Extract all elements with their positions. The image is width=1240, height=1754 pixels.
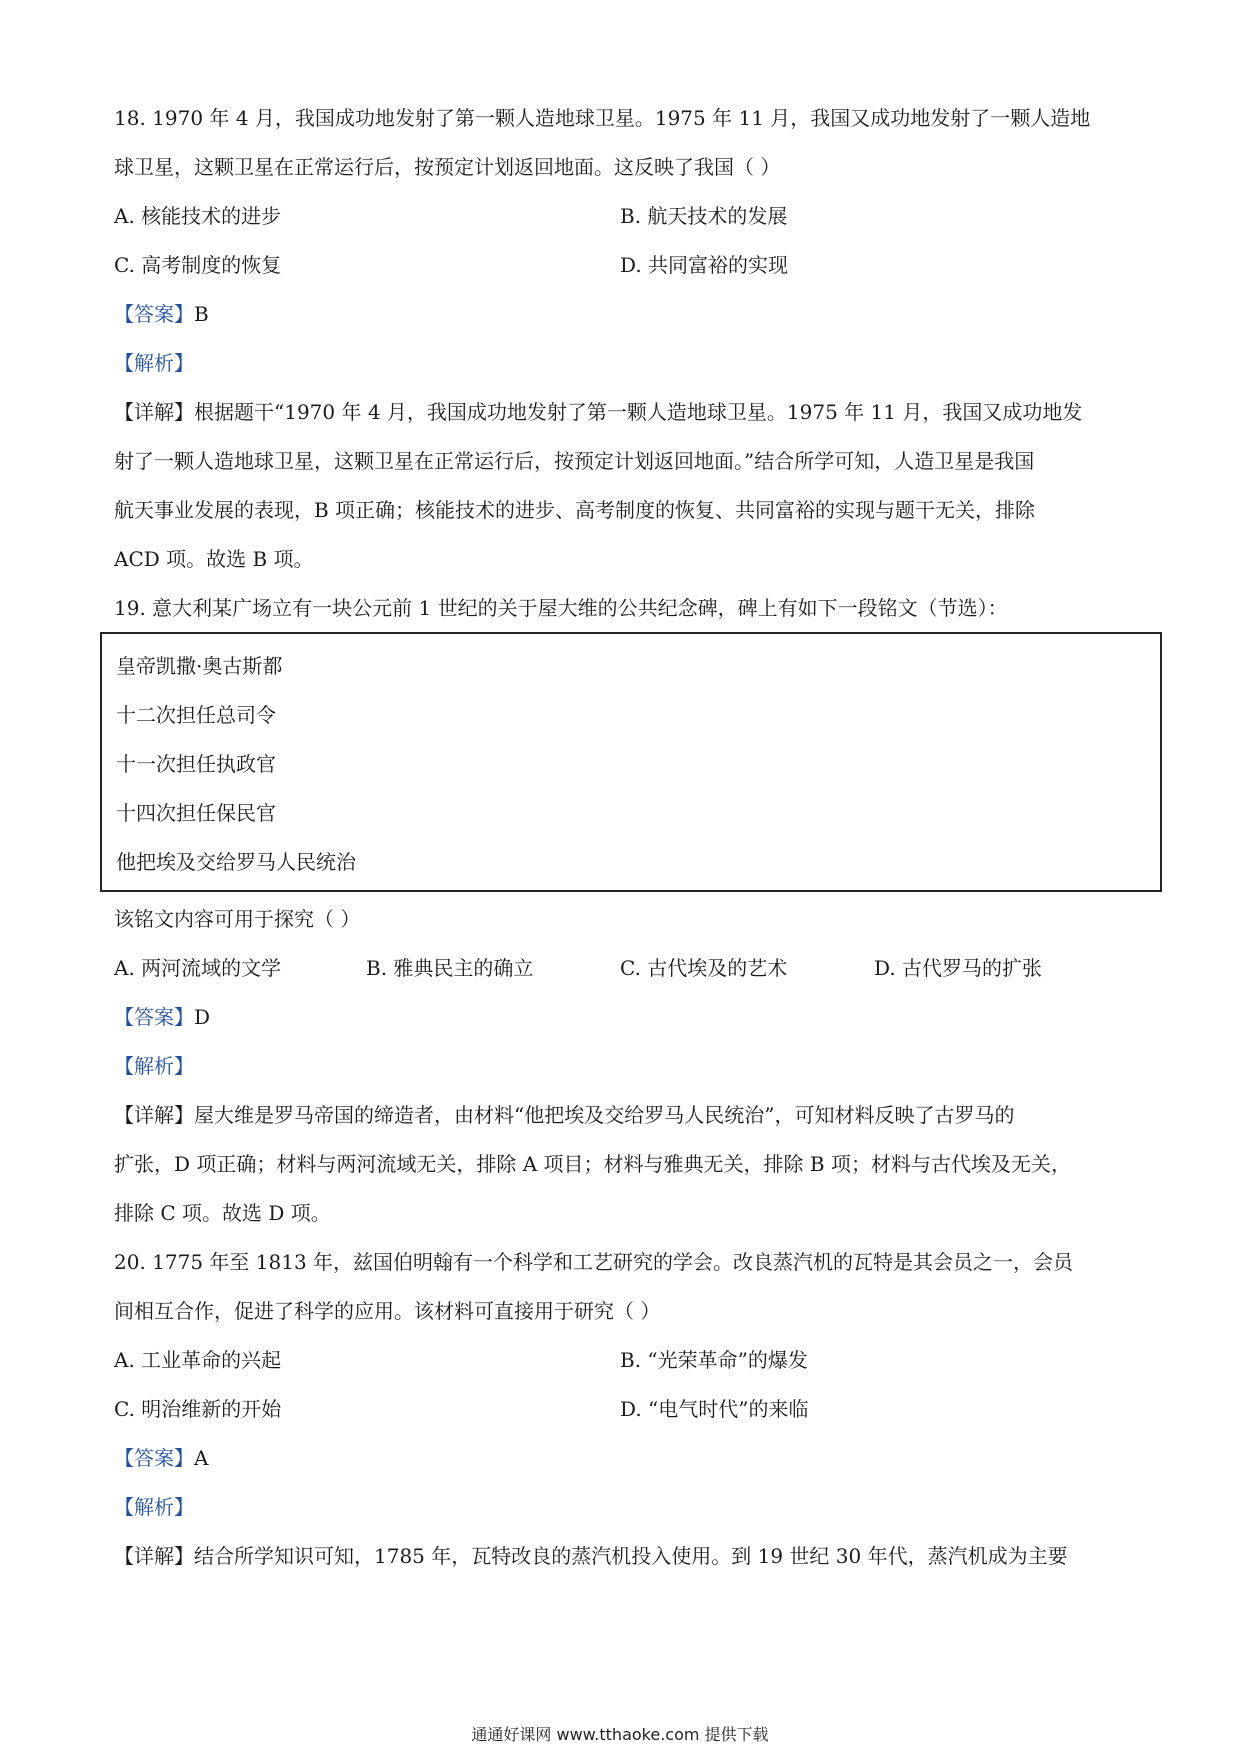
analysis-tag: 【解析】 — [114, 1054, 194, 1078]
q20-answer — [114, 1444, 208, 1472]
inscription-line: 他把埃及交给罗马人民统治 — [116, 850, 356, 874]
q20-option-a: A. 工业革命的兴起 — [114, 1348, 282, 1372]
answer-tag: 【答案】 — [114, 1005, 194, 1029]
q19-answer — [114, 1003, 210, 1031]
q18-detail-line2: 射了一颗人造地球卫星，这颗卫星在正常运行后，按预定计划返回地面。”结合所学可知，人造卫星是我国 — [114, 449, 1035, 473]
analysis-tag: 【解析】 — [114, 351, 194, 375]
q18-stem-line1: 18. 1970 年 4 月，我国成功地发射了第一颗人造地球卫星。1975 年 11 月，我国又成功地发射了一颗人造地 — [114, 106, 1091, 130]
q20-option-b: B. “光荣革命”的爆发 — [620, 1348, 808, 1372]
q18-answer — [114, 300, 209, 328]
answer-tag: 【答案】 — [114, 1446, 194, 1470]
q19-detail-line1 — [114, 1101, 1014, 1129]
q20-stem-line1: 20. 1775 年至 1813 年，兹国伯明翰有一个科学和工艺研究的学会。改良蒸汽机的瓦特是其会员之一，会员 — [114, 1250, 1074, 1274]
q20-stem-line2: 间相互合作，促进了科学的应用。该材料可直接用于研究（ ） — [114, 1299, 661, 1323]
inscription-line: 十四次担任保民官 — [116, 801, 276, 825]
answer-value: B — [194, 302, 209, 326]
detail-text: 屋大维是罗马帝国的缔造者，由材料“他把埃及交给罗马人民统治”，可知材料反映了古罗马的 — [194, 1103, 1015, 1127]
q18-analysis — [114, 349, 194, 377]
q18-detail-line4: ACD 项。故选 B 项。 — [114, 547, 314, 571]
detail-text: 根据题干“1970 年 4 月，我国成功地发射了第一颗人造地球卫星。1975 年 11 月，我国又成功地发 — [194, 400, 1083, 424]
detail-tag: 【详解】 — [114, 1544, 194, 1568]
q18-stem-line2: 球卫星，这颗卫星在正常运行后，按预定计划返回地面。这反映了我国（ ） — [114, 155, 781, 179]
inscription-line: 十二次担任总司令 — [116, 703, 276, 727]
q19-detail-line2: 扩张，D 项正确；材料与两河流域无关，排除 A 项目；材料与雅典无关，排除 B 项；材料与古代埃及无关， — [114, 1152, 1071, 1176]
q18-detail-line1 — [114, 398, 1082, 426]
inscription-box — [100, 632, 1162, 892]
q20-option-d: D. “电气时代”的来临 — [620, 1397, 809, 1421]
q19-option-c: C. 古代埃及的艺术 — [620, 956, 788, 980]
q18-detail-line3: 航天事业发展的表现，B 项正确；核能技术的进步、高考制度的恢复、共同富裕的实现与题干无关，排除 — [114, 498, 1036, 522]
q19-option-b: B. 雅典民主的确立 — [366, 956, 534, 980]
footer-watermark: 通通好课网 www.tthaoke.com 提供下载 — [471, 1725, 769, 1744]
q19-stem: 19. 意大利某广场立有一块公元前 1 世纪的关于屋大维的公共纪念碑，碑上有如下一段铭文（节选）： — [114, 596, 1008, 620]
q19-option-a: A. 两河流域的文学 — [114, 956, 282, 980]
answer-value: D — [194, 1005, 211, 1029]
q20-analysis — [114, 1493, 194, 1521]
detail-tag: 【详解】 — [114, 400, 194, 424]
q20-detail-line1 — [114, 1542, 1068, 1570]
answer-value: A — [194, 1446, 209, 1470]
q19-detail-line3: 排除 C 项。故选 D 项。 — [114, 1201, 331, 1225]
detail-tag: 【详解】 — [114, 1103, 194, 1127]
inscription-line: 十一次担任执政官 — [116, 752, 276, 776]
q18-option-a: A. 核能技术的进步 — [114, 204, 282, 228]
q19-analysis — [114, 1052, 194, 1080]
q18-option-d: D. 共同富裕的实现 — [620, 253, 789, 277]
answer-tag: 【答案】 — [114, 302, 194, 326]
inscription-line: 皇帝凯撒·奥古斯都 — [116, 654, 283, 678]
q18-option-b: B. 航天技术的发展 — [620, 204, 788, 228]
q19-question: 该铭文内容可用于探究（ ） — [114, 907, 361, 931]
q18-option-c: C. 高考制度的恢复 — [114, 253, 282, 277]
q20-option-c: C. 明治维新的开始 — [114, 1397, 282, 1421]
detail-text: 结合所学知识可知，1785 年，瓦特改良的蒸汽机投入使用。到 19 世纪 30 年代，蒸汽机成为主要 — [194, 1544, 1068, 1568]
analysis-tag: 【解析】 — [114, 1495, 194, 1519]
q19-option-d: D. 古代罗马的扩张 — [874, 956, 1043, 980]
